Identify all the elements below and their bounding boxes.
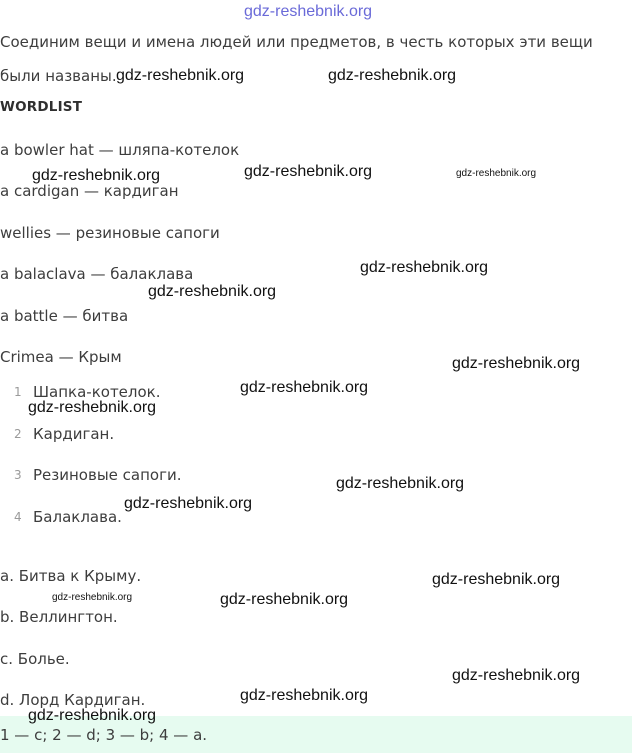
item-text: Кардиган. [33, 425, 115, 443]
watermark: gdz-reshebnik.org [456, 168, 537, 179]
lettered-item-b: b. Веллингтон. [0, 608, 118, 626]
item-number: 2 [14, 427, 22, 441]
wordlist-item-balaclava: a balaclava — балаклава [0, 265, 194, 283]
watermark: gdz-reshebnik.org [28, 399, 157, 416]
lettered-item-c: c. Болье. [0, 650, 70, 668]
answer-text: 1 — c; 2 — d; 3 — b; 4 — a. [0, 726, 208, 744]
watermark: gdz-reshebnik.org [124, 495, 253, 512]
lettered-item-d: d. Лорд Кардиган. [0, 691, 146, 709]
item-text: Балаклава. [33, 508, 122, 526]
watermark: gdz-reshebnik.org [240, 687, 369, 704]
watermark: gdz-reshebnik.org [244, 163, 373, 180]
watermark: gdz-reshebnik.org [432, 571, 561, 588]
wordlist-item-cardigan: a cardigan — кардиган [0, 182, 179, 200]
watermark: gdz-reshebnik.org [360, 259, 489, 276]
watermark: gdz-reshebnik.org [336, 475, 465, 492]
item-number: 1 [14, 385, 22, 399]
task-text-line-1: Соединим вещи и имена людей или предметов, в честь которых эти вещи [0, 33, 593, 51]
watermark: gdz-reshebnik.org [52, 592, 133, 603]
item-number: 3 [14, 468, 22, 482]
watermark: gdz-reshebnik.org [328, 67, 457, 84]
lettered-item-a: a. Битва к Крыму. [0, 567, 142, 585]
wordlist-item-battle: a battle — битва [0, 307, 129, 325]
watermark: gdz-reshebnik.org [28, 707, 157, 724]
wordlist-heading: WORDLIST [0, 99, 83, 115]
task-text-line-2: были названы. [0, 67, 117, 85]
watermark: gdz-reshebnik.org [148, 283, 277, 300]
watermark: gdz-reshebnik.org [32, 167, 161, 184]
wordlist-item-wellies: wellies — резиновые сапоги [0, 224, 220, 242]
watermark: gdz-reshebnik.org [240, 379, 369, 396]
wordlist-item-bowler-hat: a bowler hat — шляпа-котелок [0, 141, 240, 159]
item-text: Резиновые сапоги. [33, 466, 182, 484]
watermark: gdz-reshebnik.org [220, 591, 349, 608]
watermark: gdz-reshebnik.org [452, 355, 581, 372]
header-watermark: gdz-reshebnik.org [244, 3, 373, 20]
watermark: gdz-reshebnik.org [116, 67, 245, 84]
watermark: gdz-reshebnik.org [452, 667, 581, 684]
wordlist-item-crimea: Crimea — Крым [0, 348, 122, 366]
item-text: Шапка-котелок. [33, 383, 161, 401]
item-number: 4 [14, 510, 22, 524]
